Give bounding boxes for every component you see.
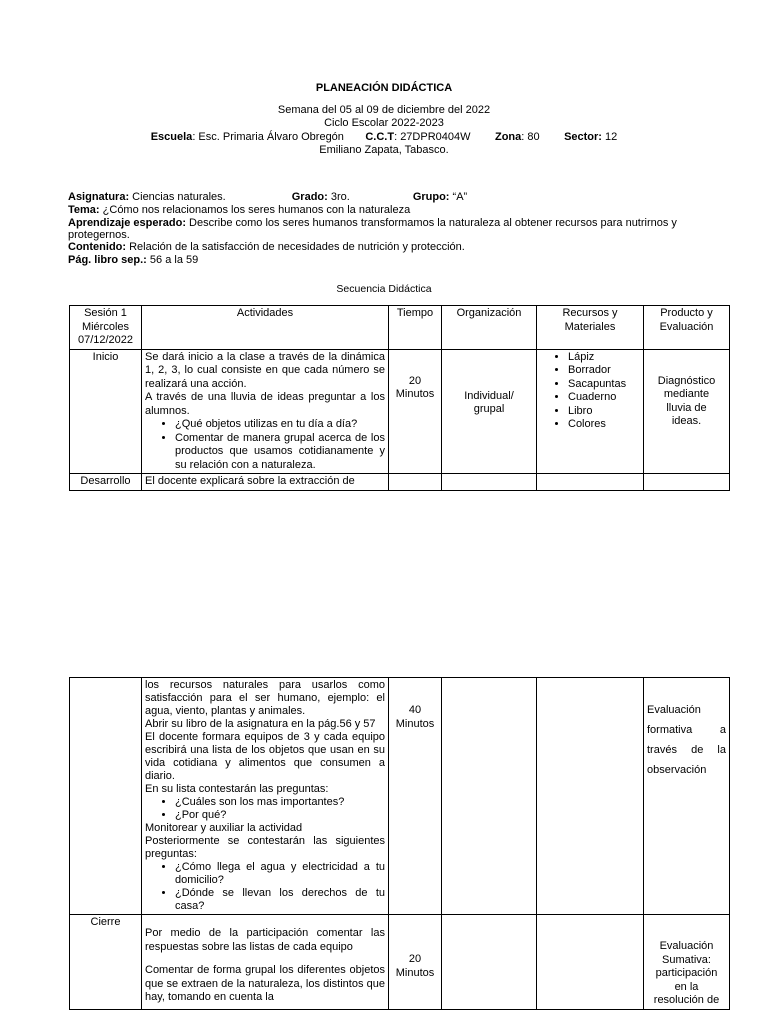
activity-paragraph: Por medio de la participación comentar las respuestas sobre las listas de cada equipo — [145, 927, 385, 953]
list-item: • Lápiz — [568, 351, 640, 365]
sector-label: Sector: — [564, 130, 602, 143]
location-line: Emiliano Zapata, Tabasco. — [319, 144, 449, 156]
table-row-inicio — [70, 349, 730, 474]
organization-line: grupal — [473, 403, 505, 415]
tema-label: Tema: — [68, 204, 100, 216]
resources-desarrollo — [537, 678, 644, 915]
organization-cierre — [442, 915, 537, 1010]
activities-cierre — [142, 915, 389, 1010]
activities-desarrollo — [142, 678, 389, 915]
activity-paragraph: Monitorear y auxiliar la actividad — [145, 822, 303, 834]
time-inicio — [389, 349, 442, 474]
activities-desarrollo-start: El docente explicará sobre la extracción de — [142, 474, 389, 491]
product-line: lluvia de — [666, 401, 707, 414]
product-inicio — [644, 349, 730, 474]
time-value: 40 — [408, 704, 422, 716]
time-desarrollo — [389, 678, 442, 915]
activity-paragraph: los recursos naturales para usarlos como satisfacción para el ser humano, ejemplo: el agua, viento, plantas y animales. — [145, 679, 385, 717]
document-header — [60, 82, 708, 158]
grado-label: Grado: — [291, 191, 328, 203]
contenido-line — [68, 241, 688, 254]
asignatura-line — [68, 191, 688, 204]
phase-label-cierre: Cierre — [70, 915, 142, 1010]
tema-value: ¿Cómo nos relacionamos los seres humanos con la naturaleza — [99, 204, 411, 216]
header-activities: Actividades — [142, 306, 389, 350]
zona-value: : 80 — [521, 130, 540, 143]
resources-list — [540, 351, 640, 432]
resources-inicio — [537, 349, 644, 474]
header-product-line: Evaluación — [659, 320, 714, 333]
grado-value: 3ro. — [327, 191, 350, 203]
time-value: 20 — [408, 953, 422, 965]
activity-paragraph: Comentar de forma grupal los diferentes objetos que se extraen de la naturaleza, los distintos que hay, tomando en cuenta la — [145, 964, 385, 1003]
tema-line — [68, 204, 688, 217]
phase-label-inicio: Inicio — [70, 349, 142, 474]
header-time: Tiempo — [389, 306, 442, 350]
list-item: • Libro — [568, 405, 640, 419]
grupo-label: Grupo: — [412, 191, 450, 203]
sequence-table-part-1 — [69, 305, 730, 491]
organization-line: Individual/ — [464, 389, 514, 402]
header-product — [644, 306, 730, 350]
product-line: Sumativa: — [662, 953, 711, 966]
header-resources-line: Materiales — [564, 320, 616, 333]
activity-paragraph: Posteriormente se contestarán las siguientes preguntas: — [145, 835, 385, 860]
product-line: en la — [674, 980, 699, 993]
sequence-title: Secuencia Didáctica — [336, 283, 432, 295]
school-value: : Esc. Primaria Álvaro Obregón — [192, 130, 344, 143]
activities-inicio — [142, 349, 389, 474]
school-label: Escuela — [150, 130, 193, 143]
time-unit: Minutos — [395, 717, 435, 730]
header-resources-line: Recursos y — [562, 307, 618, 319]
aprendizaje-value: Describe como los seres humanos transformamos la naturaleza al obtener recursos para nutrirnos y protegernos. — [68, 217, 677, 241]
activity-bullet-list — [145, 796, 385, 822]
activity-paragraph: El docente formara equipos de 3 y cada equipo escribirá una lista de los objetos que usan en su vida cotidiana y alimentos que consumen a diario. — [145, 731, 385, 782]
list-item: • ¿Dónde se llevan los derechos de tu casa? — [175, 887, 385, 913]
header-session-line: Miércoles — [81, 320, 130, 333]
organization-desarrollo — [442, 678, 537, 915]
table-row-desarrollo — [70, 474, 730, 491]
aprendizaje-line — [68, 217, 688, 241]
list-item: • ¿Por qué? — [175, 809, 385, 822]
pagina-value: 56 a la 59 — [146, 254, 199, 266]
resources-desarrollo-empty — [537, 474, 644, 491]
time-cierre — [389, 915, 442, 1010]
header-session-line: 07/12/2022 — [77, 334, 134, 346]
product-desarrollo: Evaluación formativa a través de la observación — [644, 678, 730, 915]
product-cierre — [644, 915, 730, 1010]
grupo-value: “A” — [449, 191, 468, 203]
page-title: PLANEACIÓN DIDÁCTICA — [315, 82, 453, 94]
phase-label-desarrollo: Desarrollo — [70, 474, 142, 491]
product-line: participación — [655, 967, 718, 979]
week-line: Semana del 05 al 09 de diciembre del 2022 — [277, 103, 491, 116]
product-line: ideas. — [671, 415, 702, 427]
activity-paragraph: A través de una lluvia de ideas preguntar a los alumnos. — [145, 391, 385, 417]
list-item: • Cuaderno — [568, 391, 640, 405]
table-row-cierre — [70, 915, 730, 1010]
activity-bullet-list — [145, 418, 385, 472]
cct-value: : 27DPR0404W — [394, 130, 471, 143]
time-desarrollo-empty — [389, 474, 442, 491]
list-item: • ¿Cómo llega el agua y electricidad a tu domicilio? — [175, 861, 385, 887]
list-item: • Comentar de manera grupal acerca de los productos que usamos cotidianamente y su relación con a naturaleza. — [175, 432, 385, 473]
activity-paragraph: En su lista contestarán las preguntas: — [145, 783, 329, 795]
cycle-line: Ciclo Escolar 2022-2023 — [324, 117, 444, 129]
pagina-label: Pág. libro sep.: — [68, 254, 147, 266]
product-line: mediante — [663, 388, 710, 400]
list-item: • ¿Qué objetos utilizas en tu día a día? — [175, 418, 385, 432]
resources-cierre — [537, 915, 644, 1010]
time-unit: Minutos — [395, 388, 435, 400]
aprendizaje-label: Aprendizaje esperado: — [68, 217, 186, 229]
asignatura-value: Ciencias naturales. — [129, 191, 226, 203]
pagina-line — [68, 254, 688, 267]
header-session-line: Sesión 1 — [84, 307, 127, 319]
product-desarrollo-empty — [644, 474, 730, 491]
header-resources — [537, 306, 644, 350]
cct-label: C.C.T — [365, 130, 395, 143]
list-item: • Sacapuntas — [568, 378, 640, 392]
list-item: • ¿Cuáles son los mas importantes? — [175, 796, 385, 809]
activity-paragraph: Abrir su libro de la asignatura en la pág.56 y 57 — [145, 718, 376, 730]
list-item: • Borrador — [568, 364, 640, 378]
product-line: Evaluación — [659, 940, 714, 952]
activity-paragraph: Se dará inicio a la clase a través de la dinámica 1, 2, 3, lo cual consiste en que cada número se realizará una acción. — [145, 350, 385, 390]
contenido-label: Contenido: — [68, 241, 127, 253]
organization-inicio — [442, 349, 537, 474]
zona-label: Zona — [494, 130, 522, 143]
phase-label-empty — [70, 678, 142, 915]
activity-bullet-list — [145, 861, 385, 913]
school-line — [60, 131, 708, 145]
paragraph-spacer — [145, 954, 385, 964]
time-value: 20 — [408, 374, 422, 387]
table-row-desarrollo-continued — [70, 678, 730, 915]
sequence-table-part-2 — [69, 677, 730, 1010]
contenido-value: Relación de la satisfacción de necesidades de nutrición y protección. — [126, 241, 465, 253]
header-product-line: Producto y — [660, 307, 713, 319]
header-session — [70, 306, 142, 350]
subject-info — [68, 191, 688, 267]
sector-value: 12 — [601, 130, 618, 143]
asignatura-label: Asignatura: — [68, 191, 130, 203]
product-line: resolución de — [653, 994, 720, 1006]
organization-desarrollo-empty — [442, 474, 537, 491]
list-item: • Colores — [568, 418, 640, 432]
product-line: Diagnóstico — [657, 374, 716, 387]
time-unit: Minutos — [395, 966, 435, 979]
header-organization: Organización — [442, 306, 537, 350]
table-header-row — [70, 306, 730, 350]
